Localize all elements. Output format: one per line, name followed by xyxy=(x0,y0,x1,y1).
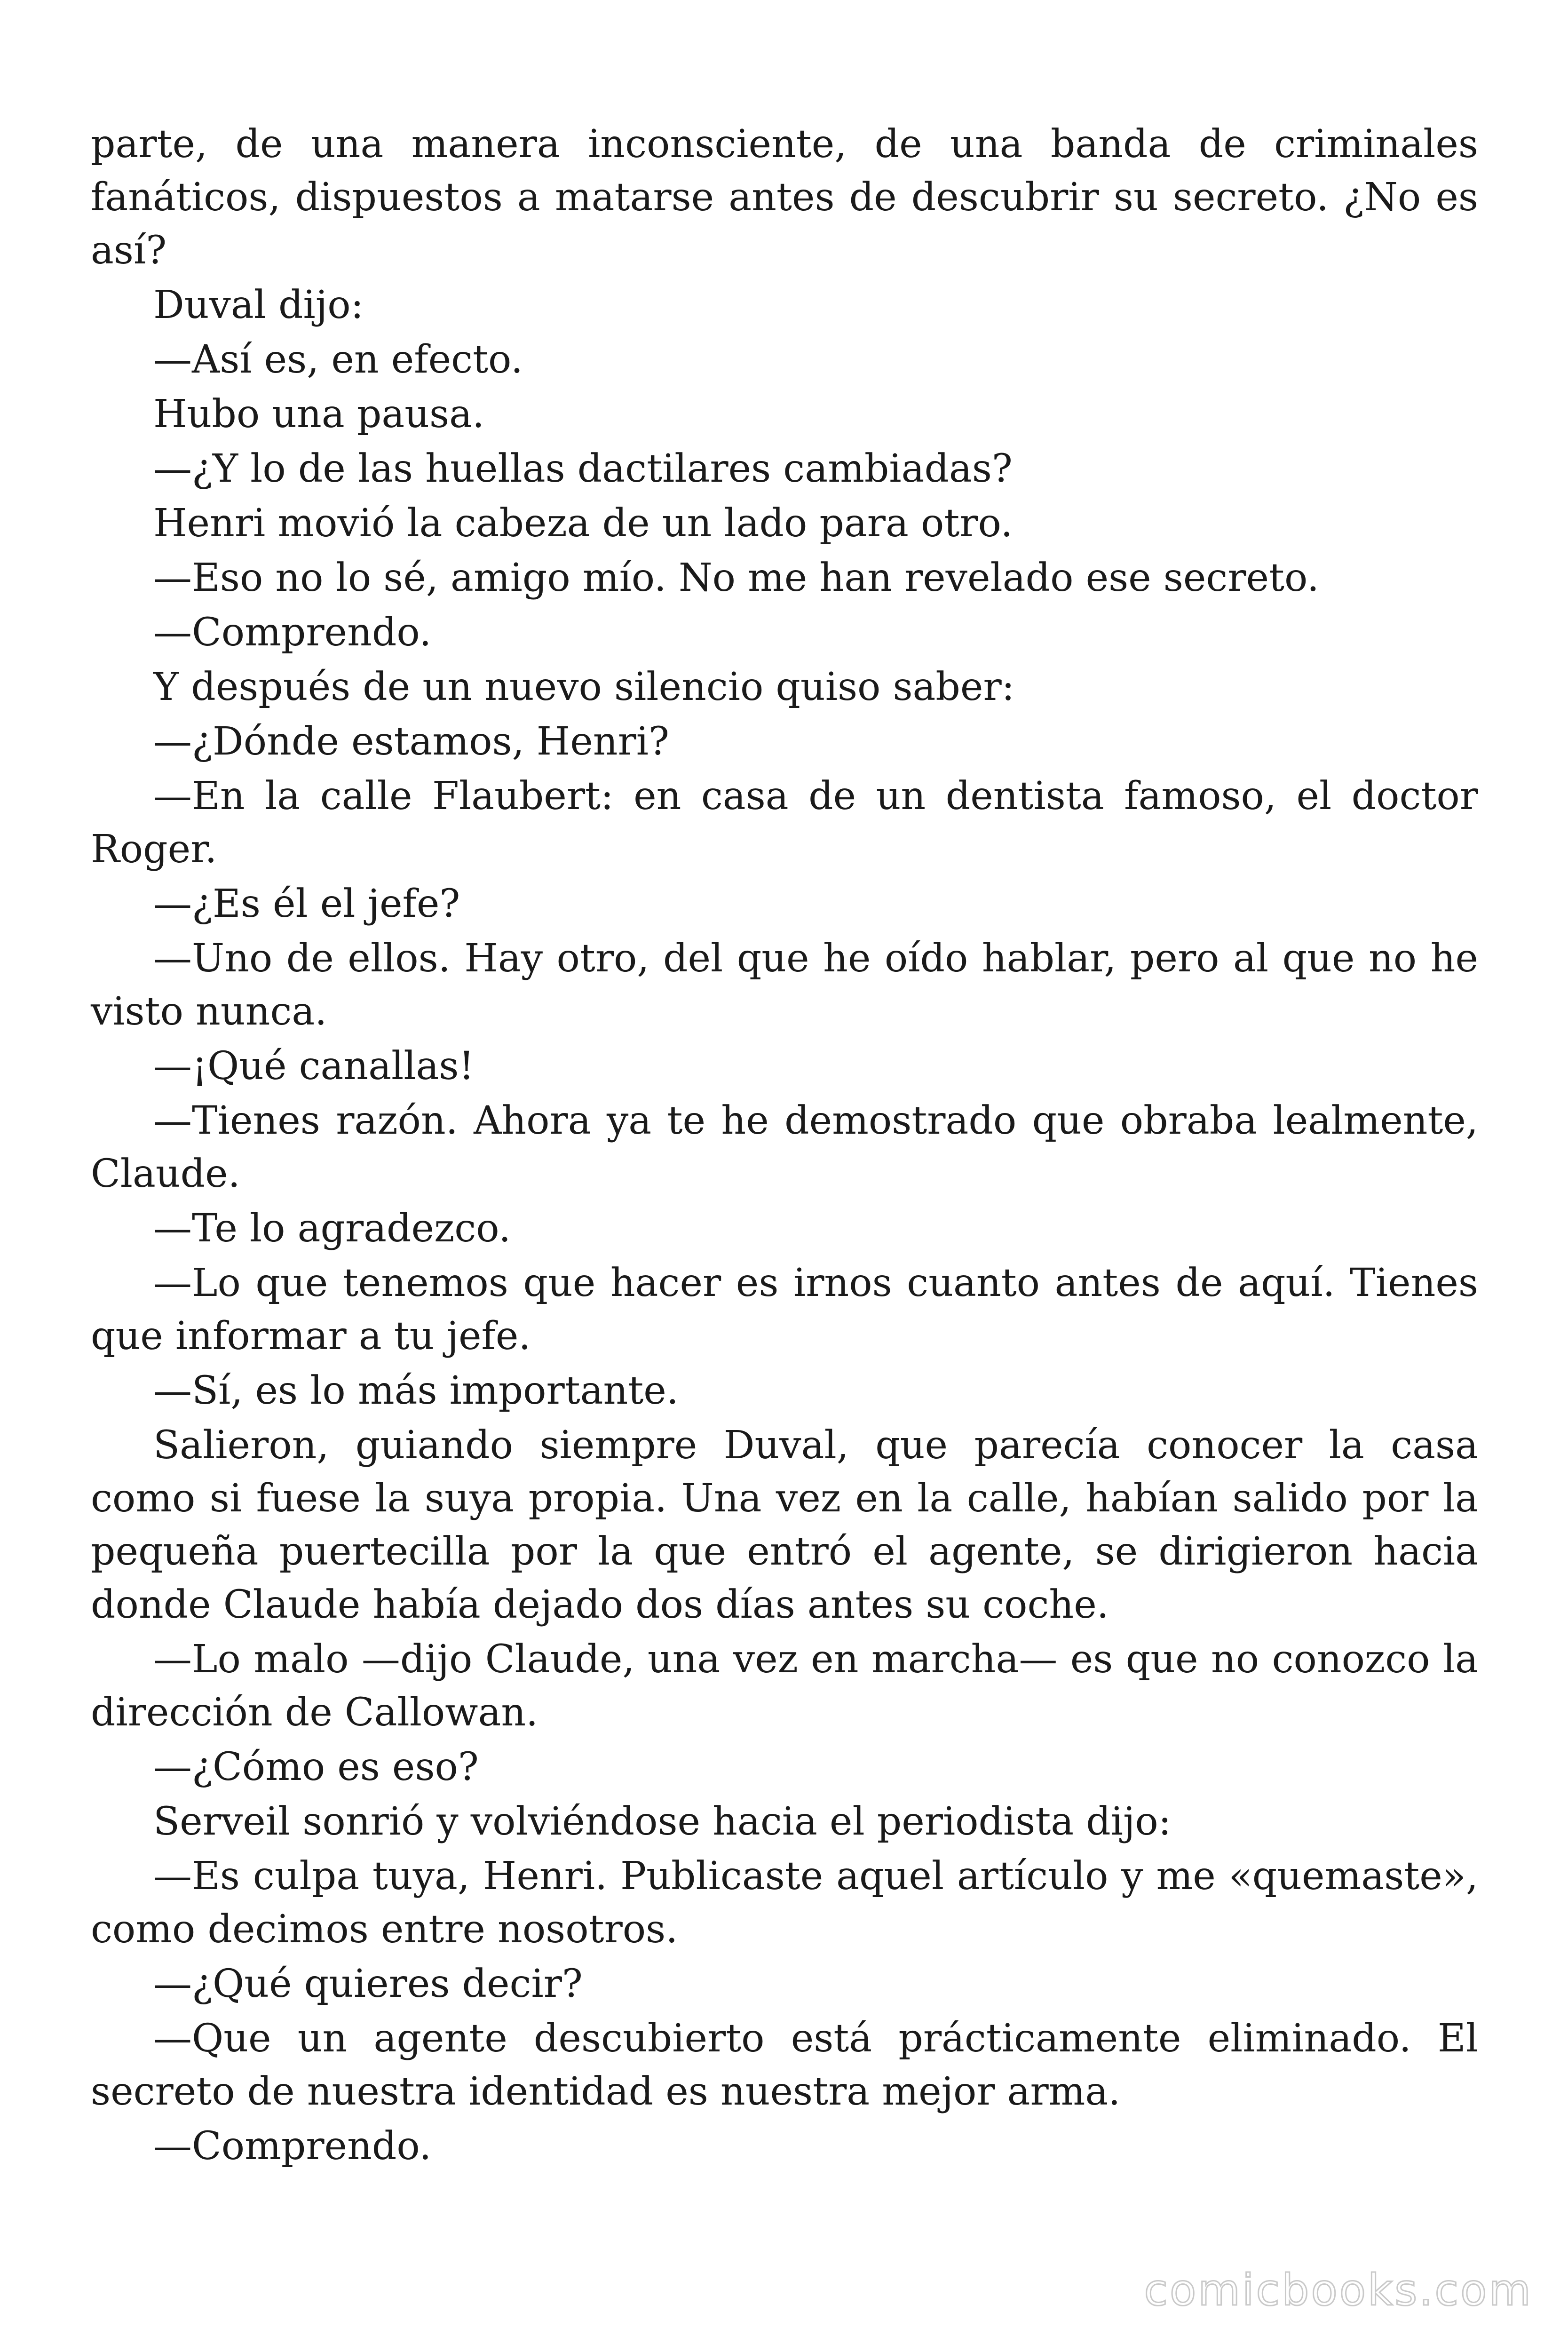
paragraph: —En la calle Flaubert: en casa de un dentista famoso, el doctor Roger. xyxy=(91,774,1478,872)
paragraph: —¿Dónde estamos, Henri? xyxy=(153,719,669,764)
paragraph: Hubo una pausa. xyxy=(153,392,485,437)
paragraph: —Te lo agradezco. xyxy=(153,1206,511,1251)
paragraph: —Eso no lo sé, amigo mío. No me han revelado ese secreto. xyxy=(153,556,1319,600)
paragraph: —Tienes razón. Ahora ya te he demostrado que obraba lealmente, Claude. xyxy=(91,1098,1478,1196)
paragraph: Henri movió la cabeza de un lado para otro. xyxy=(153,501,1013,546)
paragraph: —Comprendo. xyxy=(153,610,432,655)
paragraph: —Así es, en efecto. xyxy=(153,337,523,382)
paragraph: —Comprendo. xyxy=(153,2124,432,2169)
paragraph: Salieron, guiando siempre Duval, que parecía conocer la casa como si fuese la suya propia. Una vez en la calle, habían salido por la pequeña puertecilla por la que entró el agente, se dirigieron hacia donde Claude había dejado dos días antes su coche. xyxy=(91,1423,1478,1627)
paragraph: —¿Qué quieres decir? xyxy=(153,1962,583,2006)
paragraph: —Que un agente descubierto está prácticamente eliminado. El secreto de nuestra identidad es nuestra mejor arma. xyxy=(91,2016,1478,2114)
paragraph: —Sí, es lo más importante. xyxy=(153,1368,679,1413)
paragraph: —Lo que tenemos que hacer es irnos cuanto antes de aquí. Tienes que informar a tu jefe. xyxy=(91,1261,1478,1359)
watermark: comicbooks.com xyxy=(1144,2265,1533,2315)
paragraph: Y después de un nuevo silencio quiso saber: xyxy=(153,665,1015,709)
paragraph: parte, de una manera inconsciente, de una banda de criminales fanáticos, dispuestos a matarse antes de descubrir su secreto. ¿No es así? xyxy=(91,122,1478,273)
paragraph: —¡Qué canallas! xyxy=(153,1044,475,1089)
paragraph: —¿Cómo es eso? xyxy=(153,1745,479,1789)
paragraph: Serveil sonrió y volviéndose hacia el periodista dijo: xyxy=(153,1799,1172,1844)
paragraph: —¿Es él el jefe? xyxy=(153,882,460,926)
paragraph: —Lo malo —dijo Claude, una vez en marcha— es que no conozco la dirección de Callowan. xyxy=(91,1637,1478,1735)
paragraph: —Uno de ellos. Hay otro, del que he oído hablar, pero al que no he visto nunca. xyxy=(91,936,1478,1034)
paragraph: Duval dijo: xyxy=(153,283,364,327)
body-text xyxy=(91,118,1478,2174)
paragraph: —¿Y lo de las huellas dactilares cambiadas? xyxy=(153,446,1013,491)
paragraph: —Es culpa tuya, Henri. Publicaste aquel artículo y me «quemaste», como decimos entre nosotros. xyxy=(91,1854,1478,1952)
